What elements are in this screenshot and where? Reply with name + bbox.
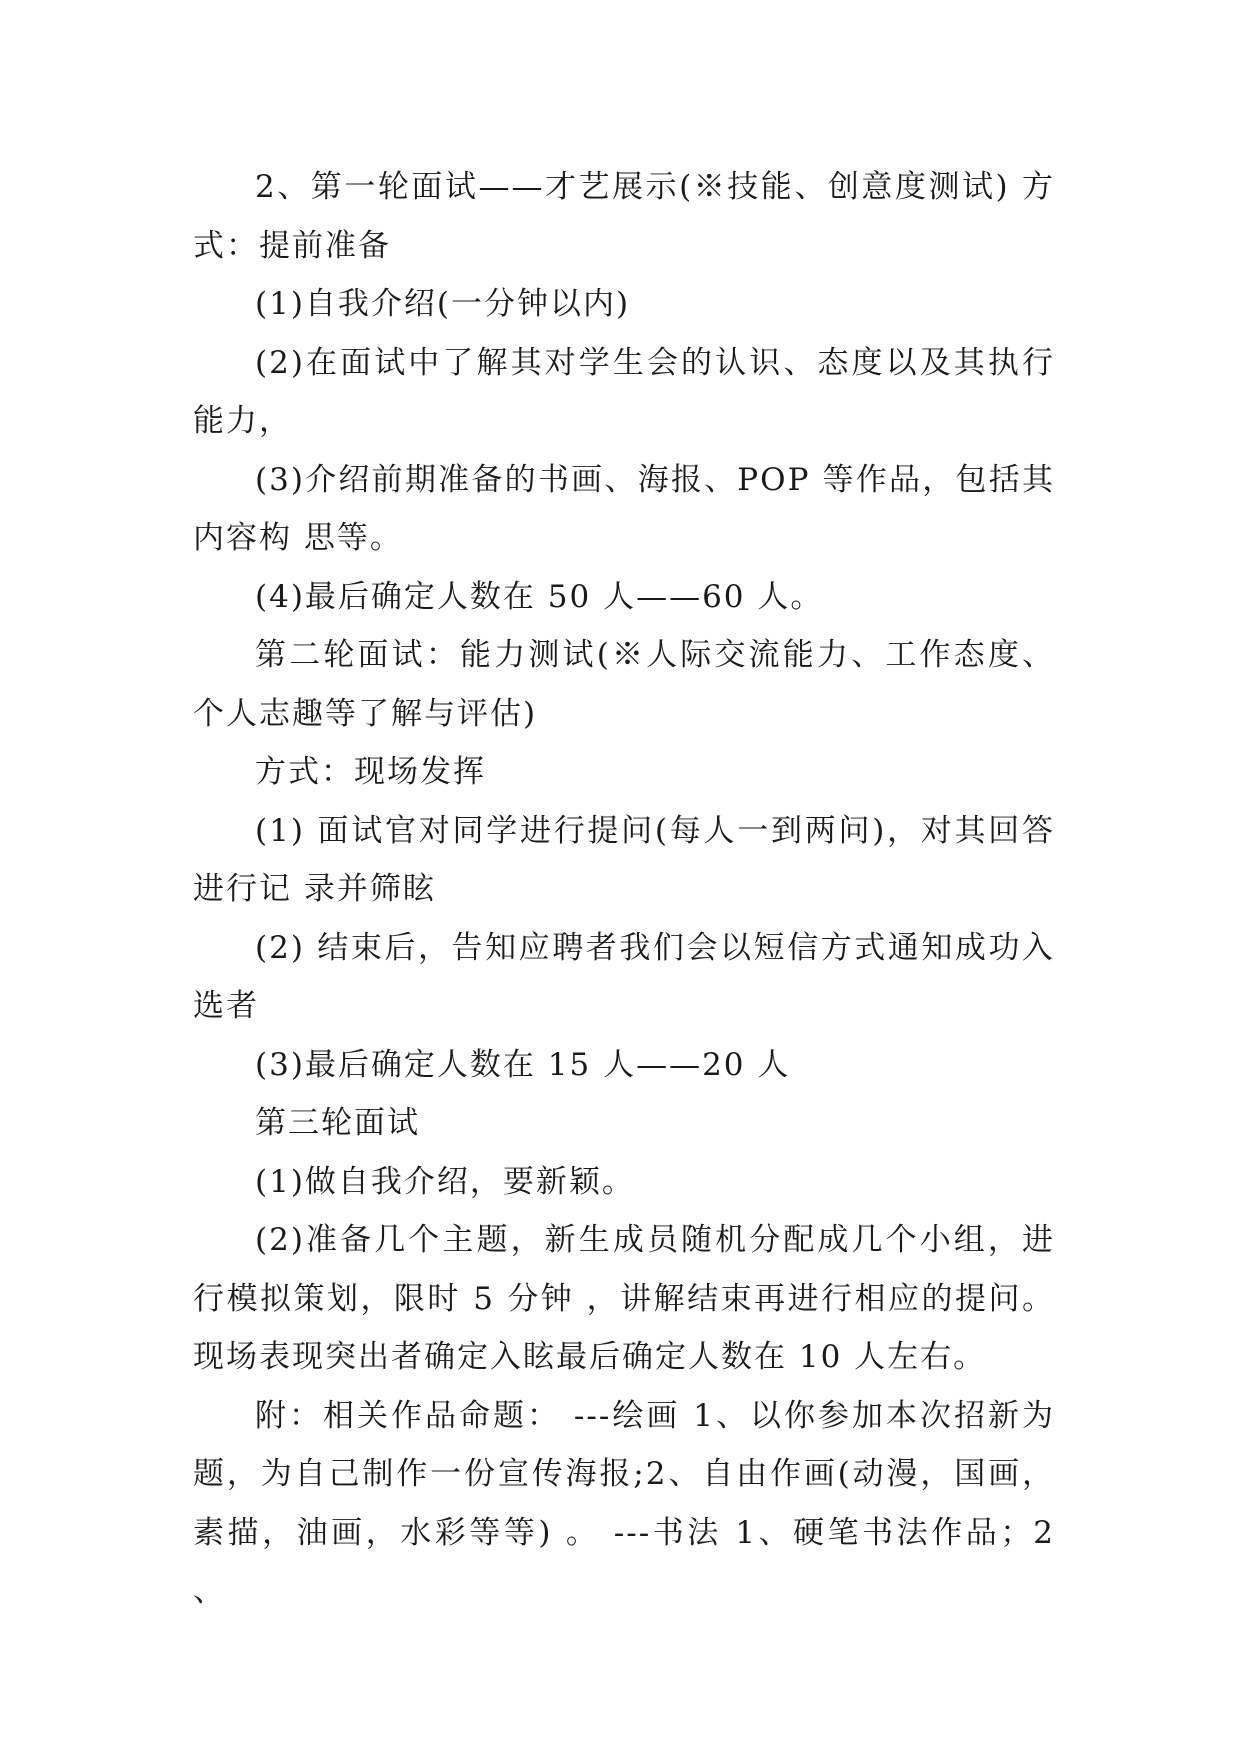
paragraph-understanding: (2)在面试中了解其对学生会的认识、态度以及其执行能力， [193, 344, 1055, 439]
paragraph-self-intro: (1)自我介绍(一分钟以内) [255, 286, 631, 322]
paragraph-new-intro: (1)做自我介绍，要新颖。 [255, 1163, 635, 1200]
document-body [193, 158, 1067, 1621]
paragraph-appendix: 附：相关作品命题： ---绘画 1、以你参加本次招新为题，为自己制作一份宣传海报;2、自由作画(动漫，国画，素描，油画，水彩等等) 。 ---书法 1、硬笔书法作品；2 、 [193, 1397, 1067, 1609]
paragraph-count-two: (3)最后确定人数在 15 人——20 人 [255, 1046, 791, 1083]
paragraph-questions: (1) 面试官对同学进行提问(每人一到两问)，对其回答进行记 录并筛眩 [193, 812, 1055, 907]
paragraph-notify: (2) 结束后，告知应聘者我们会以短信方式通知成功入选者 [193, 929, 1055, 1024]
paragraph-round-three: 第三轮面试 [255, 1105, 420, 1141]
paragraph-planning: (2)准备几个主题，新生成员随机分配成几个小组，进行模拟策划，限时 5 分钟 ，讲解结束再进行相应的提问。现场表现突出者确定入眩最后确定人数在 10 人左右。 [193, 1222, 1055, 1375]
paragraph-round-one: 2、第一轮面试——才艺展示(※技能、创意度测试) 方式：提前准备 [193, 169, 1055, 264]
paragraph-round-two: 第二轮面试：能力测试(※人际交流能力、工作态度、个人志趣等了解与评估) [193, 637, 1055, 732]
paragraph-count-one: (4)最后确定人数在 50 人——60 人。 [255, 578, 824, 615]
paragraph-works: (3)介绍前期准备的书画、海报、POP 等作品，包括其内容构 思等。 [193, 461, 1055, 556]
paragraph-method: 方式：现场发挥 [255, 754, 486, 790]
